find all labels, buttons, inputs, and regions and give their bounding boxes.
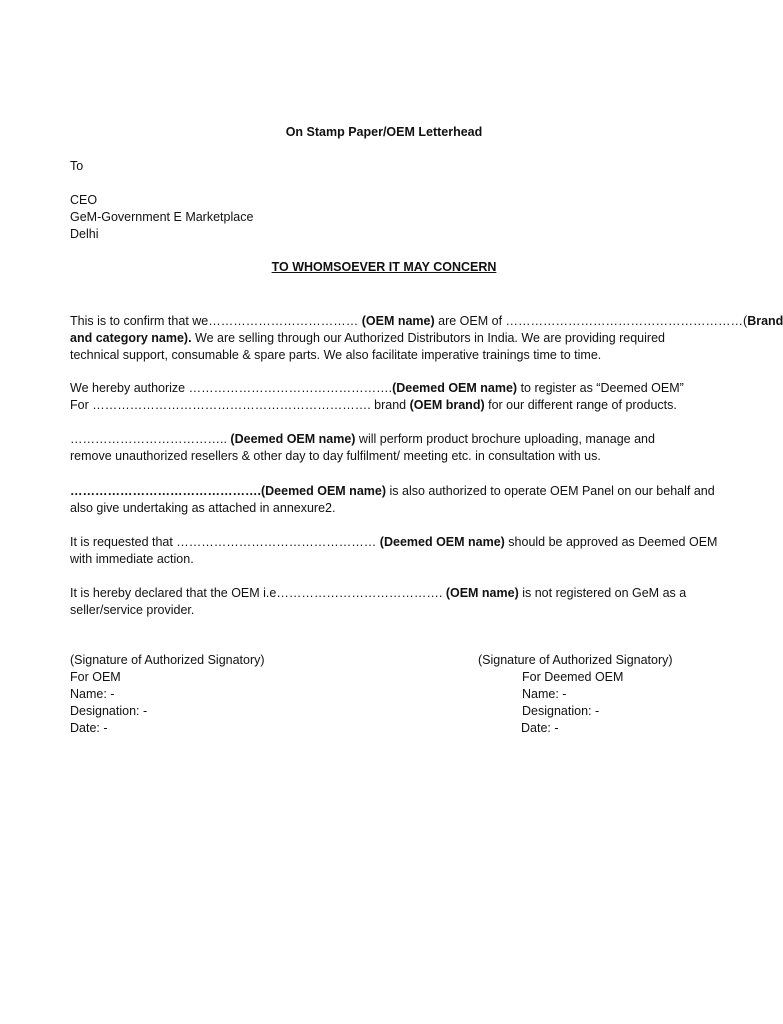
text-fragment: We are selling through our Authorized Distributors in India. We are providing required <box>191 331 665 345</box>
text-fragment: ……………………………….. <box>70 432 231 446</box>
recipient-line-3: Delhi <box>70 227 99 241</box>
paragraph-confirmation <box>70 313 783 364</box>
signature-designation: Designation: - <box>522 704 600 718</box>
signature-for: For Deemed OEM <box>522 670 624 684</box>
paragraph-line <box>70 534 718 551</box>
paragraph-line: technical support, consumable & spare parts. We also facilitate imperative trainings time to time. <box>70 348 602 362</box>
paragraph-line: with immediate action. <box>70 552 194 566</box>
placeholder-category: and category name). <box>70 331 192 345</box>
paragraph-line <box>70 330 710 347</box>
signature-title: (Signature of Authorized Signatory) <box>70 653 265 667</box>
paragraph-line <box>70 397 710 414</box>
text-fragment: It is requested that ………………………………………… <box>70 535 380 549</box>
to-label: To <box>70 159 84 173</box>
text-fragment: should be approved as Deemed OEM <box>504 535 718 549</box>
paragraph-declaration <box>70 585 710 619</box>
paragraph-responsibilities <box>70 431 710 465</box>
signature-date: Date: - <box>70 721 108 735</box>
paragraph-line: seller/service provider. <box>70 603 195 617</box>
signature-title: (Signature of Authorized Signatory) <box>478 653 673 667</box>
placeholder-brand: Brand <box>747 314 783 328</box>
subject-heading: TO WHOMSOEVER IT MAY CONCERN <box>271 260 497 274</box>
text-fragment: for our different range of products. <box>484 398 677 412</box>
placeholder-oem-name: (OEM name) <box>445 586 519 600</box>
text-fragment: This is to confirm that we……………………………… <box>70 314 362 328</box>
placeholder-deemed-oem-name: (Deemed OEM name) <box>379 535 505 549</box>
paragraph-line <box>70 380 710 397</box>
paragraph-line <box>70 313 783 330</box>
paragraph-line <box>70 585 710 602</box>
text-fragment: will perform product brochure uploading, manage and <box>355 432 655 446</box>
signature-designation: Designation: - <box>70 704 148 718</box>
placeholder-deemed-oem-name: (Deemed OEM name) <box>230 432 356 446</box>
paragraph-line <box>70 483 715 500</box>
recipient-line-1: CEO <box>70 193 98 207</box>
placeholder-deemed-oem-name: ……………………………………….(Deemed OEM name) <box>70 484 387 498</box>
text-fragment: We hereby authorize …………………………………………. <box>70 381 393 395</box>
paragraph-line: remove unauthorized resellers & other day to day fulfilment/ meeting etc. in consultation with us. <box>70 449 601 463</box>
placeholder-oem-name: (OEM name) <box>361 314 435 328</box>
signature-for: For OEM <box>70 670 121 684</box>
text-fragment: For …………………………………………………………. brand <box>70 398 410 412</box>
signature-block-oem <box>70 652 265 737</box>
placeholder-deemed-oem-name: (Deemed OEM name) <box>392 381 518 395</box>
text-fragment: It is hereby declared that the OEM i.e…………………………………. <box>70 586 446 600</box>
signature-date: Date: - <box>521 721 559 735</box>
text-fragment: are OEM of …………………………………………………( <box>434 314 748 328</box>
paragraph-request <box>70 534 718 568</box>
text-fragment: is not registered on GeM as a <box>518 586 687 600</box>
letterhead-heading: On Stamp Paper/OEM Letterhead <box>285 125 483 139</box>
text-fragment: is also authorized to operate OEM Panel on our behalf and <box>386 484 715 498</box>
recipient-line-2: GeM-Government E Marketplace <box>70 210 254 224</box>
paragraph-oem-panel <box>70 483 715 517</box>
placeholder-oem-brand: (OEM brand) <box>409 398 485 412</box>
paragraph-authorization <box>70 380 710 414</box>
signature-name: Name: - <box>70 687 115 701</box>
signature-name: Name: - <box>522 687 567 701</box>
paragraph-line <box>70 431 710 448</box>
text-fragment: to register as “Deemed OEM” <box>517 381 684 395</box>
paragraph-line: also give undertaking as attached in annexure2. <box>70 501 336 515</box>
signature-block-deemed-oem <box>478 652 673 737</box>
